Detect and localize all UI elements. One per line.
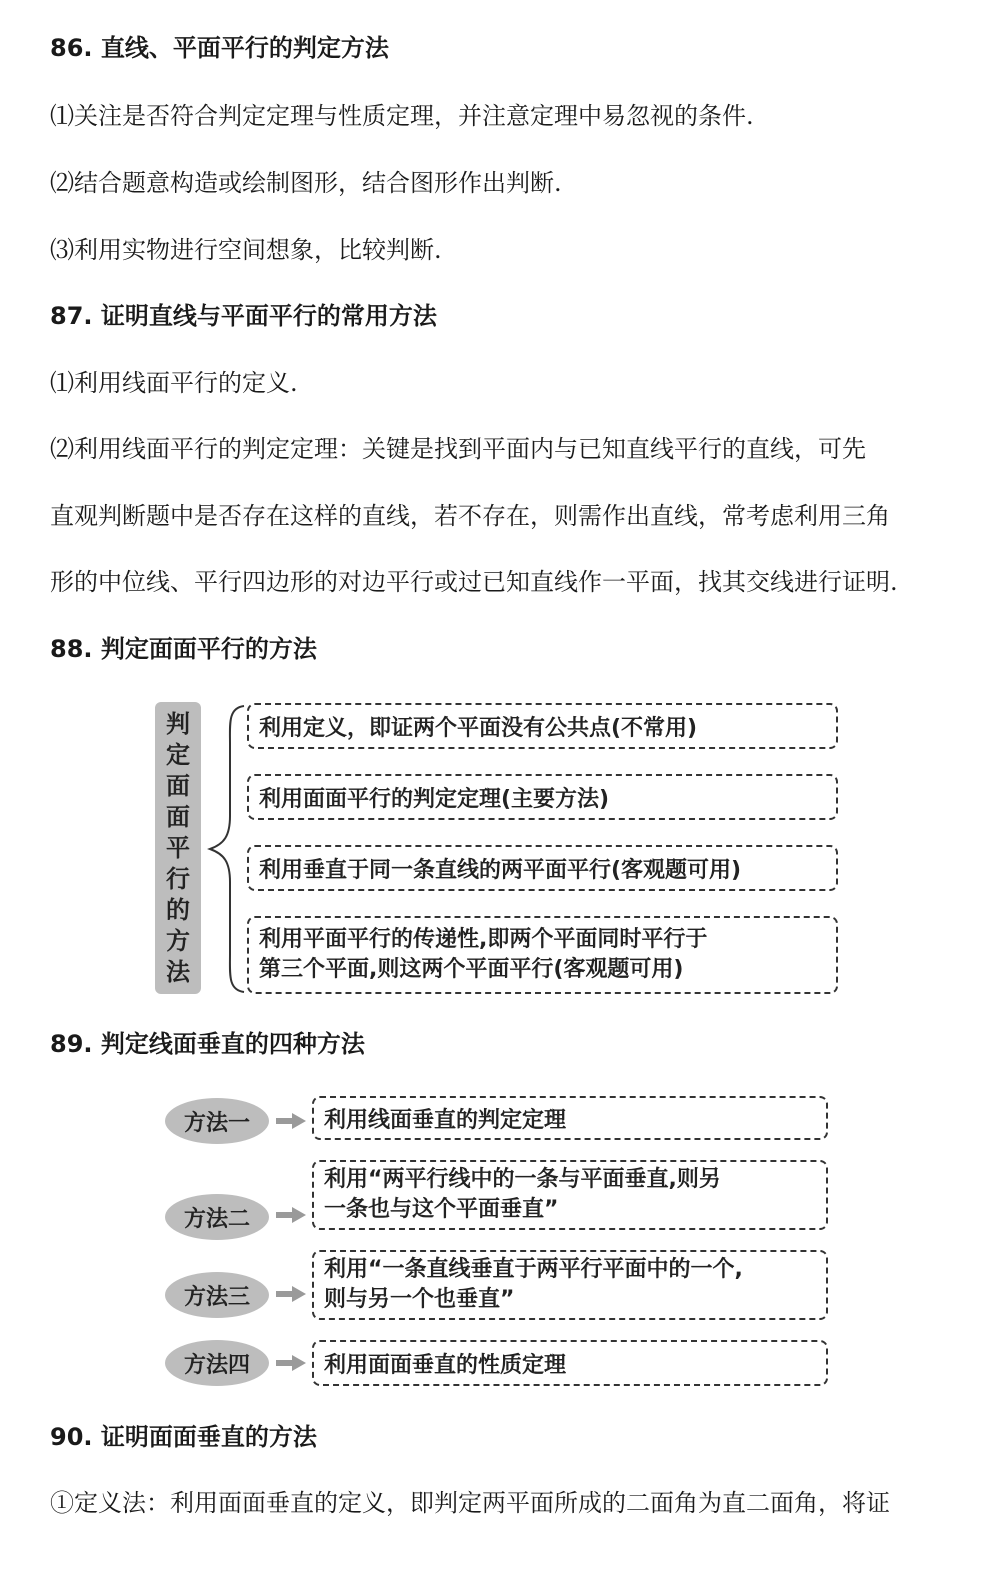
method-box-1 — [247, 703, 838, 749]
method-oval-1: 方法一 — [165, 1098, 269, 1144]
vertical-label-box — [155, 702, 201, 994]
method-box-4-line-1: 利用平面平行的传递性,即两个平面同时平行于 — [259, 927, 708, 952]
perp-box-1-text: 利用线面垂直的判定定理 — [324, 1107, 567, 1133]
vertical-label-char: 定 — [166, 740, 190, 769]
arrow-right-icon — [276, 1286, 306, 1302]
arrow-right-icon — [276, 1355, 306, 1371]
vertical-label-char: 面 — [166, 802, 190, 831]
method-box-2-text: 利用面面平行的判定定理(主要方法) — [259, 786, 610, 812]
section-87-heading: 87. 证明直线与平面平行的常用方法 — [50, 302, 437, 330]
perp-box-3-line-1: 利用“一条直线垂直于两平行平面中的一个, — [324, 1257, 743, 1282]
section-88-heading: 88. 判定面面平行的方法 — [50, 635, 317, 663]
method-box-4-line-2: 第三个平面,则这两个平面平行(客观题可用) — [259, 957, 684, 982]
section-87-item-2: ⑵利用线面平行的判定定理：关键是找到平面内与已知直线平行的直线，可先 — [50, 435, 866, 463]
perp-box-2-line-2: 一条也与这个平面垂直” — [324, 1197, 559, 1222]
method-oval-2: 方法二 — [165, 1194, 269, 1240]
perp-box-3-line-2: 则与另一个也垂直” — [324, 1287, 515, 1312]
method-box-2 — [247, 774, 838, 820]
section-89-heading: 89. 判定线面垂直的四种方法 — [50, 1030, 365, 1058]
vertical-label-char: 判 — [166, 709, 190, 738]
perp-box-2 — [312, 1160, 828, 1230]
section-90-heading: 90. 证明面面垂直的方法 — [50, 1423, 317, 1451]
section-86-item-2: ⑵结合题意构造或绘制图形，结合图形作出判断. — [50, 169, 562, 197]
perp-box-1 — [312, 1096, 828, 1140]
section-87-item-1: ⑴利用线面平行的定义. — [50, 369, 298, 397]
section-86-item-3: ⑶利用实物进行空间想象，比较判断. — [50, 236, 442, 264]
perp-box-4 — [312, 1340, 828, 1386]
perp-box-2-line-1: 利用“两平行线中的一条与平面垂直,则另 — [324, 1167, 721, 1192]
section-86-item-1: ⑴关注是否符合判定定理与性质定理，并注意定理中易忽视的条件. — [50, 102, 754, 130]
method-box-4 — [247, 916, 838, 994]
section-87-item-2-cont-2: 形的中位线、平行四边形的对边平行或过已知直线作一平面，找其交线进行证明. — [50, 568, 898, 596]
section-90-item-1: ①定义法：利用面面垂直的定义，即判定两平面所成的二面角为直二面角，将证 — [50, 1489, 890, 1517]
curly-brace-icon — [204, 704, 250, 994]
vertical-label-char: 方 — [166, 926, 190, 955]
arrow-right-icon — [276, 1207, 306, 1223]
perp-box-3 — [312, 1250, 828, 1320]
vertical-label-char: 平 — [166, 833, 190, 862]
method-box-1-text: 利用定义，即证两个平面没有公共点(不常用) — [259, 715, 698, 741]
method-oval-4: 方法四 — [165, 1340, 269, 1386]
vertical-label-char: 的 — [166, 895, 190, 924]
perp-box-4-text: 利用面面垂直的性质定理 — [324, 1352, 567, 1378]
section-87-item-2-cont-1: 直观判断题中是否存在这样的直线，若不存在，则需作出直线，常考虑利用三角 — [50, 502, 890, 530]
arrow-right-icon — [276, 1113, 306, 1129]
method-box-3-text: 利用垂直于同一条直线的两平面平行(客观题可用) — [259, 857, 742, 883]
vertical-label-char: 行 — [166, 864, 190, 893]
method-oval-3: 方法三 — [165, 1272, 269, 1318]
vertical-label-char: 法 — [166, 957, 190, 986]
section-86-heading: 86. 直线、平面平行的判定方法 — [50, 34, 389, 62]
method-box-3 — [247, 845, 838, 891]
vertical-label-char: 面 — [166, 771, 190, 800]
